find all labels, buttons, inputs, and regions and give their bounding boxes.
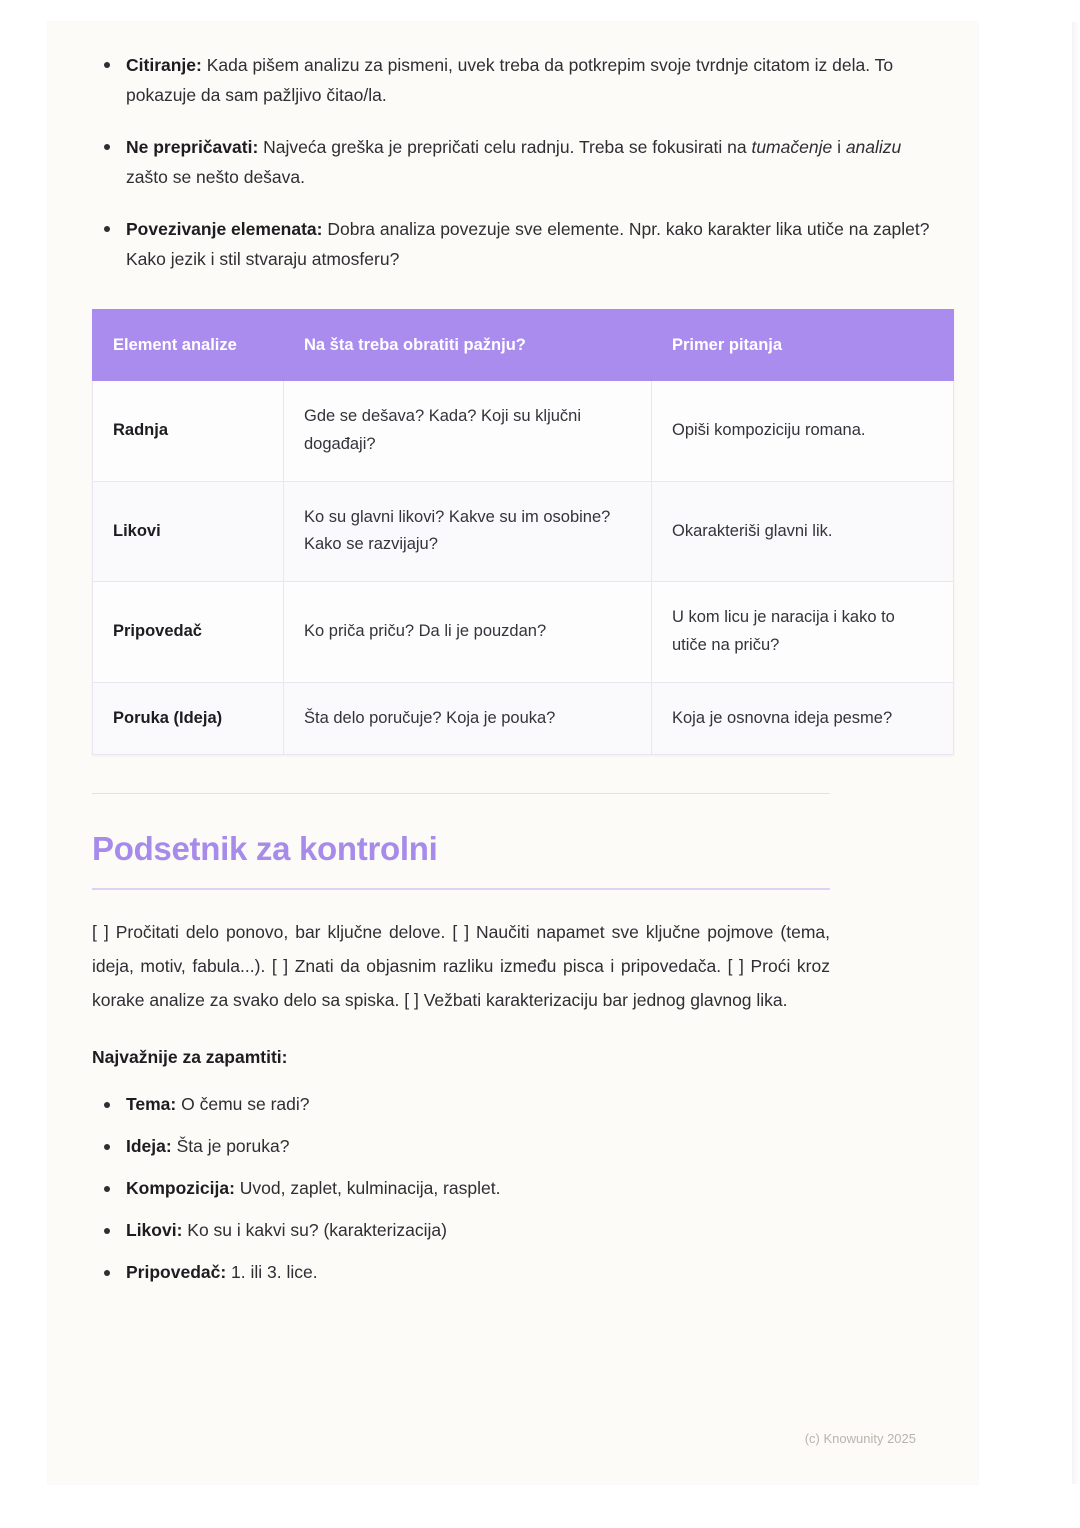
- bullet-text: Ko su i kakvi su? (karakterizacija): [182, 1220, 447, 1241]
- bullet-text: O čemu se radi?: [176, 1094, 310, 1115]
- list-item: [92, 50, 930, 110]
- table-cell-element: Poruka (Ideja): [93, 682, 284, 755]
- table-row: [93, 582, 954, 682]
- list-item: [92, 1174, 930, 1202]
- table-column-header: Element analize: [93, 309, 284, 381]
- table-cell-focus: Šta delo poručuje? Koja je pouka?: [284, 682, 652, 755]
- table-cell-element: Pripovedač: [93, 582, 284, 682]
- page-edge-shadow: [1072, 22, 1080, 1484]
- table-cell-element: Likovi: [93, 481, 284, 581]
- checklist-paragraph: [ ] Pročitati delo ponovo, bar ključne delove. [ ] Naučiti napamet sve ključne pojmove (tema, ideja, motiv, fabula...). [ ] Znati da objasnim razliku između pisca i pripovedača. [ ] Proći kroz korake analize za svako delo sa spiska. [ ] Vežbati karakterizaciju bar jednog glavnog lika.: [92, 922, 830, 1010]
- bullet-label: Likovi:: [126, 1220, 183, 1241]
- bullet-emphasis: tumačenje: [751, 137, 833, 158]
- bullet-label: Kompozicija:: [126, 1178, 235, 1199]
- table-header-row: [93, 309, 954, 381]
- table-cell-element: Radnja: [93, 381, 284, 481]
- copyright-footer: (c) Knowunity 2025: [804, 1431, 916, 1446]
- bullet-text: Uvod, zaplet, kulminacija, rasplet.: [234, 1178, 501, 1199]
- table-cell-focus: Ko su glavni likovi? Kakve su im osobine? Kako se razvijaju?: [284, 481, 652, 581]
- bullet-label: Citiranje:: [126, 55, 202, 75]
- bullet-label: Pripovedač:: [126, 1262, 227, 1283]
- table-cell-focus: Gde se dešava? Kada? Koji su ključni događaji?: [284, 381, 652, 481]
- bullet-text: Šta je poruka?: [171, 1136, 290, 1157]
- section-divider: [92, 793, 830, 794]
- title-underline: [92, 888, 830, 890]
- document-page: [48, 22, 978, 1484]
- intro-bullet-list: [92, 50, 930, 275]
- table-column-header: Primer pitanja: [652, 309, 954, 381]
- table-column-header: Na šta treba obratiti pažnju?: [284, 309, 652, 381]
- table-row: [93, 481, 954, 581]
- page-title: Podsetnik za kontrolni: [92, 830, 438, 868]
- subsection-title: Najvažnije za zapamtiti:: [92, 1047, 288, 1068]
- table-cell-example: U kom licu je naracija i kako to utiče na priču?: [652, 582, 954, 682]
- table-cell-example: Opiši kompoziciju romana.: [652, 381, 954, 481]
- table-cell-focus: Ko priča priču? Da li je pouzdan?: [284, 582, 652, 682]
- table-row: [93, 682, 954, 755]
- table-head: [93, 309, 954, 381]
- list-item: [92, 1132, 930, 1160]
- bullet-text-mid: i: [832, 137, 846, 158]
- list-item: [92, 214, 930, 274]
- table-row: [93, 381, 954, 481]
- table-body: [93, 381, 954, 755]
- page-content: [48, 22, 978, 1286]
- table-cell-example: Okarakteriši glavni lik.: [652, 481, 954, 581]
- table-cell-example: Koja je osnovna ideja pesme?: [652, 682, 954, 755]
- key-points-list: [92, 1090, 930, 1286]
- list-item: [92, 1216, 930, 1244]
- analysis-table: [92, 309, 954, 756]
- bullet-text: Najveća greška je prepričati celu radnju. Treba se fokusirati na: [258, 137, 752, 158]
- list-item: [92, 1258, 930, 1286]
- bullet-emphasis: analizu: [845, 137, 902, 158]
- bullet-label: Povezivanje elemenata:: [126, 219, 323, 240]
- bullet-text: Kada pišem analizu za pismeni, uvek treba da potkrepim svoje tvrdnje citatom iz dela. To pokazuje da sam pažljivo čitao/la.: [126, 55, 894, 106]
- list-item: [92, 132, 930, 192]
- bullet-label: Ne prepričavati:: [126, 137, 259, 158]
- bullet-text-tail: zašto se nešto dešava.: [126, 167, 305, 188]
- list-item: [92, 1090, 930, 1118]
- bullet-label: Ideja:: [126, 1136, 172, 1157]
- bullet-text: 1. ili 3. lice.: [226, 1262, 318, 1283]
- bullet-text: Dobra analiza povezuje sve elemente. Npr. kako karakter lika utiče na zaplet? Kako jezik i stil stvaraju atmosferu?: [126, 219, 930, 270]
- bullet-label: Tema:: [126, 1094, 177, 1115]
